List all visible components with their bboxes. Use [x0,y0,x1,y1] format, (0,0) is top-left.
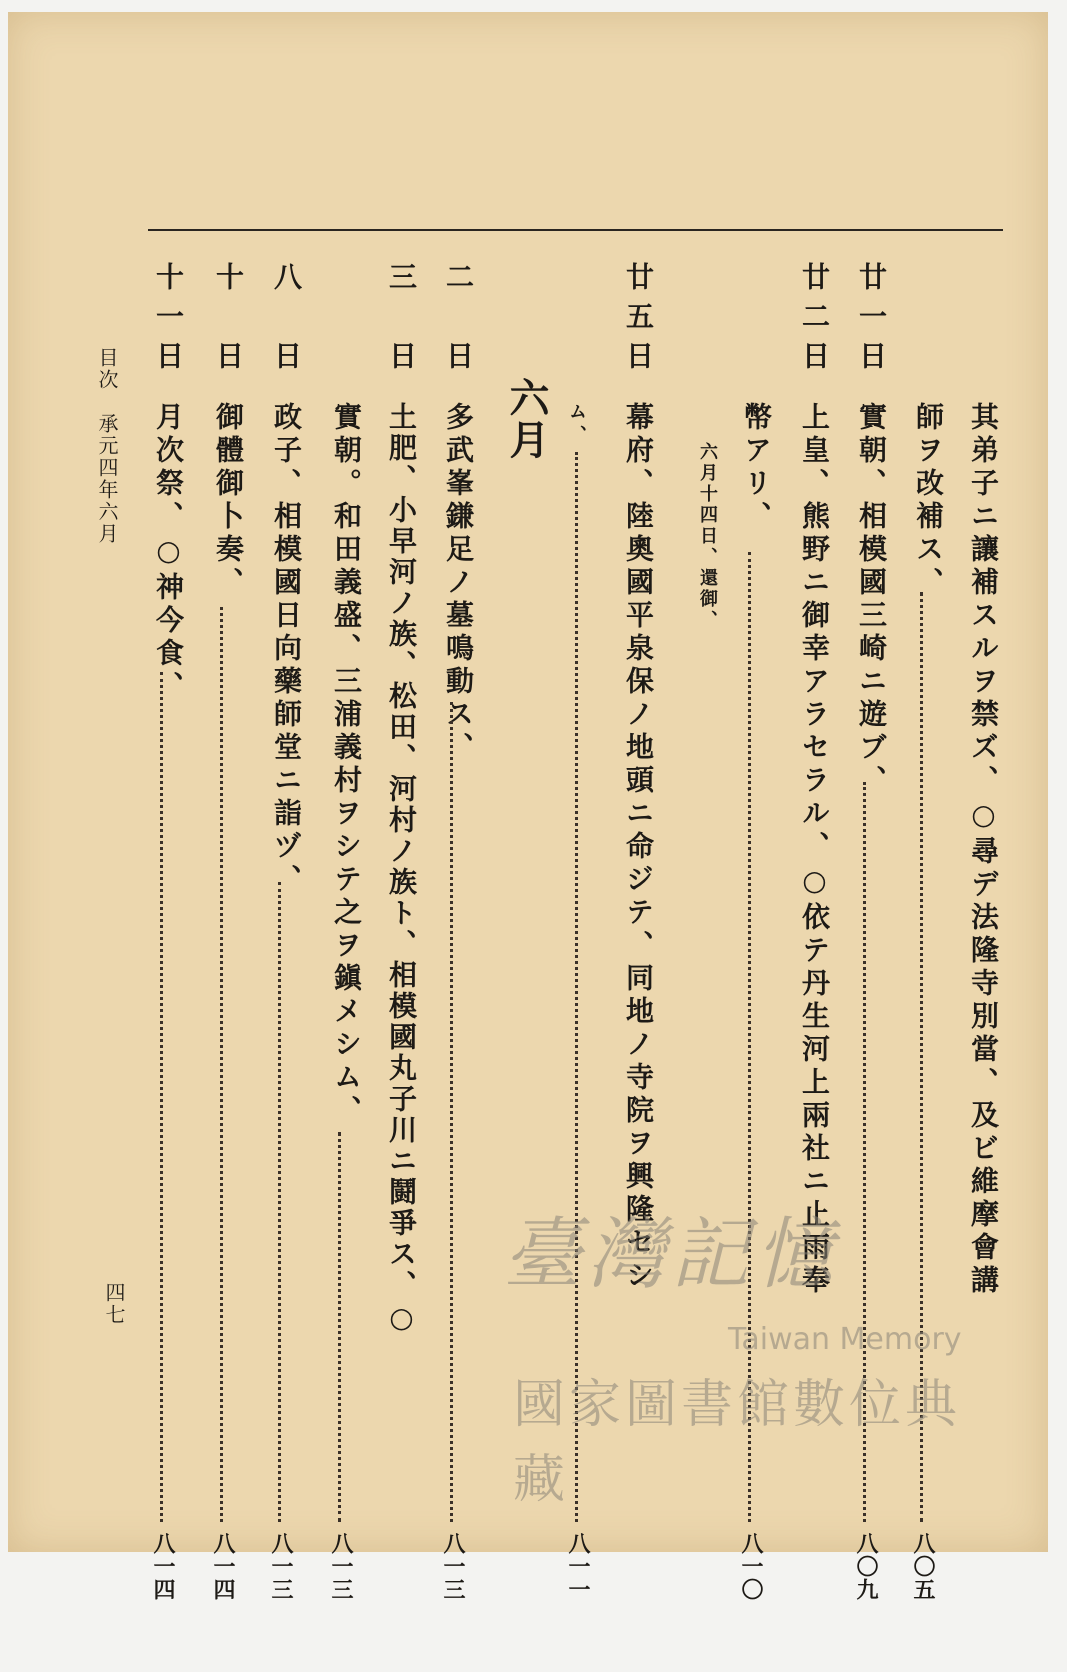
running-head: 目次 承元四年六月 [95,347,119,545]
entry-text: ム、 [566,402,587,448]
entry-date: 三 日 [385,262,418,372]
month-heading: 六月 [503,377,550,461]
page-number: 八一一 [565,1532,591,1601]
entry-text: 師ヲ改補ス、 [912,402,945,600]
entry-date: 廿二日 [798,262,831,372]
entry-text: 政子、相模國日向藥師堂ニ詣ヅ、 [270,402,303,897]
page-number: 八一四 [150,1532,176,1601]
entry-text: 實朝。和田義盛、三浦義村ヲシテ之ヲ鎭メシム、 [330,402,363,1128]
entry-date: 八 日 [270,262,303,372]
entry-date: 二 日 [442,262,475,372]
entry-text: 上皇、熊野ニ御幸アラセラル、○依テ丹生河上兩社ニ止雨奉 [798,402,831,1298]
toc-entry [208,262,268,1672]
entry-text: 土肥、小早河ノ族、松田、河村ノ族ト、相模國丸子川ニ鬪爭ス、○ [385,402,418,1337]
toc-entry [438,262,498,1672]
toc-entry [266,262,326,1672]
toc-entry [381,262,441,1672]
leader-dots [160,672,167,1522]
toc-entry-continuation [326,262,386,1672]
document-page [8,12,1048,1601]
page-number: 八一四 [210,1532,236,1601]
watermark-chinese: 臺灣記憶 [503,1210,840,1300]
watermark-english: Taiwan Memory [728,1322,962,1357]
page-number: 八〇五 [910,1532,936,1601]
header-rule [148,229,1003,231]
entry-date: 十一日 [152,262,185,372]
toc-entry [148,262,208,1672]
page-number: 八一三 [440,1532,466,1601]
entry-text: 幣アリ、 [740,402,773,534]
entry-text: 實朝、相模國三崎ニ遊ブ、 [855,402,888,798]
leader-dots [338,1132,345,1522]
entry-text: 御體御卜奏、 [212,402,245,600]
leader-dots [450,702,457,1522]
leader-dots [220,607,227,1522]
page-number: 八一〇 [738,1532,764,1601]
entry-text: 月次祭、○神今食、 [152,402,185,704]
folio-page-number: 四七 [102,1282,126,1326]
entry-text: 幕府、陸奧國平泉保ノ地頭ニ命ジテ、同地ノ寺院ヲ興隆セシ [622,402,655,1293]
entry-date: 廿五日 [622,262,655,372]
entry-date: 十 日 [212,262,245,372]
page-number: 八〇九 [853,1532,879,1601]
entry-text: 其弟子ニ讓補スルヲ禁ズ、○尋デ法隆寺別當、及ビ維摩會講 [967,402,1000,1298]
entry-text: 多武峯鎌足ノ墓鳴動ス、 [442,402,475,765]
subnote-text: 六月十四日、還御、 [697,442,718,631]
page-number: 八一三 [328,1532,354,1601]
entry-date: 廿一日 [855,262,888,372]
page-number: 八一三 [268,1532,294,1601]
watermark [503,1192,1003,1510]
watermark-subtitle: 國家圖書館數位典藏 [513,1375,962,1510]
leader-dots [278,882,285,1522]
